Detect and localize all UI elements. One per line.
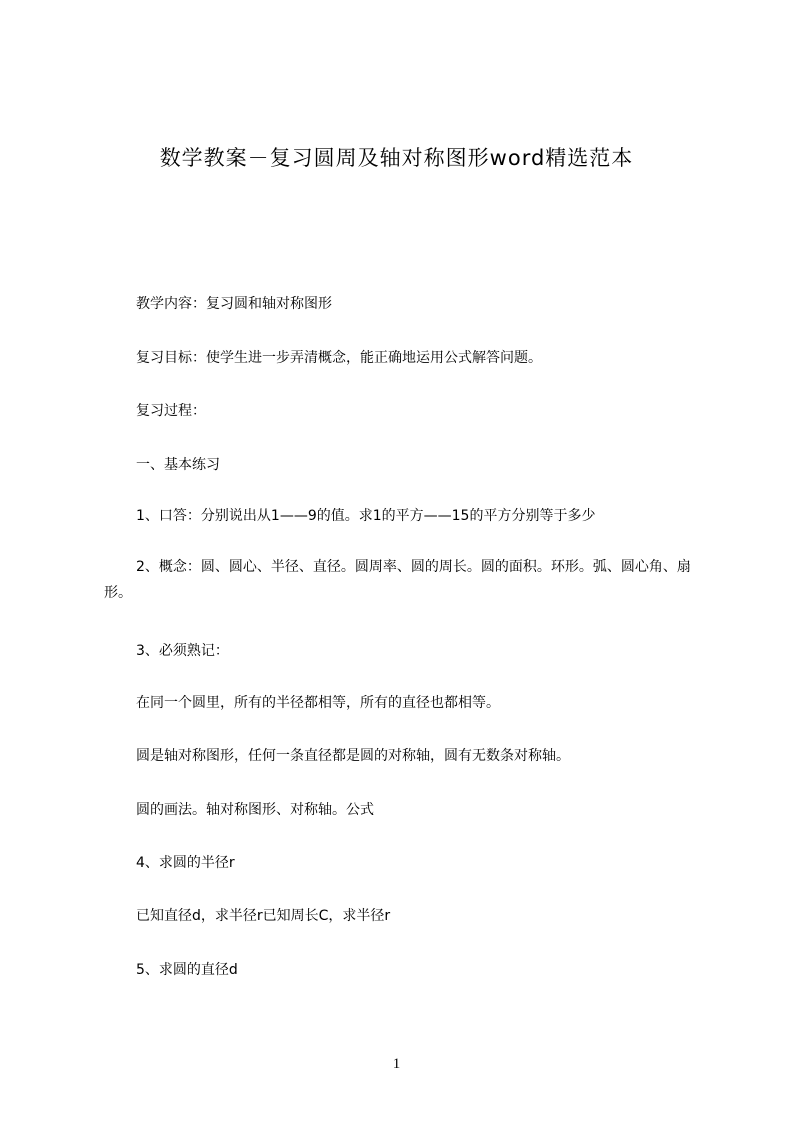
paragraph-find-radius: 4、求圆的半径r bbox=[136, 855, 235, 871]
paragraph-concepts: 2、概念：圆、圆心、半径、直径。圆周率、圆的周长。圆的面积。环形。弧、圆心角、扇形。 bbox=[104, 559, 691, 601]
paragraph-oral-answer: 1、口答：分别说出从1——9的值。求1的平方——15的平方分别等于多少 bbox=[136, 508, 596, 524]
paragraph-review-process: 复习过程： bbox=[136, 403, 206, 419]
paragraph-radius-equal: 在同一个圆里，所有的半径都相等，所有的直径也都相等。 bbox=[136, 695, 500, 711]
page-number: 1 bbox=[392, 1056, 401, 1072]
paragraph-find-diameter: 5、求圆的直径d bbox=[136, 962, 238, 978]
paragraph-teaching-content: 教学内容：复习圆和轴对称图形 bbox=[136, 296, 332, 312]
paragraph-must-memorize: 3、必须熟记： bbox=[136, 643, 229, 659]
paragraph-drawing-method: 圆的画法。轴对称图形、对称轴。公式 bbox=[136, 802, 374, 818]
paragraph-given-diameter: 已知直径d，求半径r已知周长C，求半径r bbox=[136, 908, 391, 924]
document-title: 数学教案－复习圆周及轴对称图形word精选范本 bbox=[159, 146, 634, 170]
paragraph-review-goal: 复习目标：使学生进一步弄清概念，能正确地运用公式解答问题。 bbox=[136, 350, 542, 366]
paragraph-axis-symmetry: 圆是轴对称图形，任何一条直径都是圆的对称轴，圆有无数条对称轴。 bbox=[136, 748, 570, 764]
section-heading-basic-practice: 一、基本练习 bbox=[136, 457, 220, 473]
